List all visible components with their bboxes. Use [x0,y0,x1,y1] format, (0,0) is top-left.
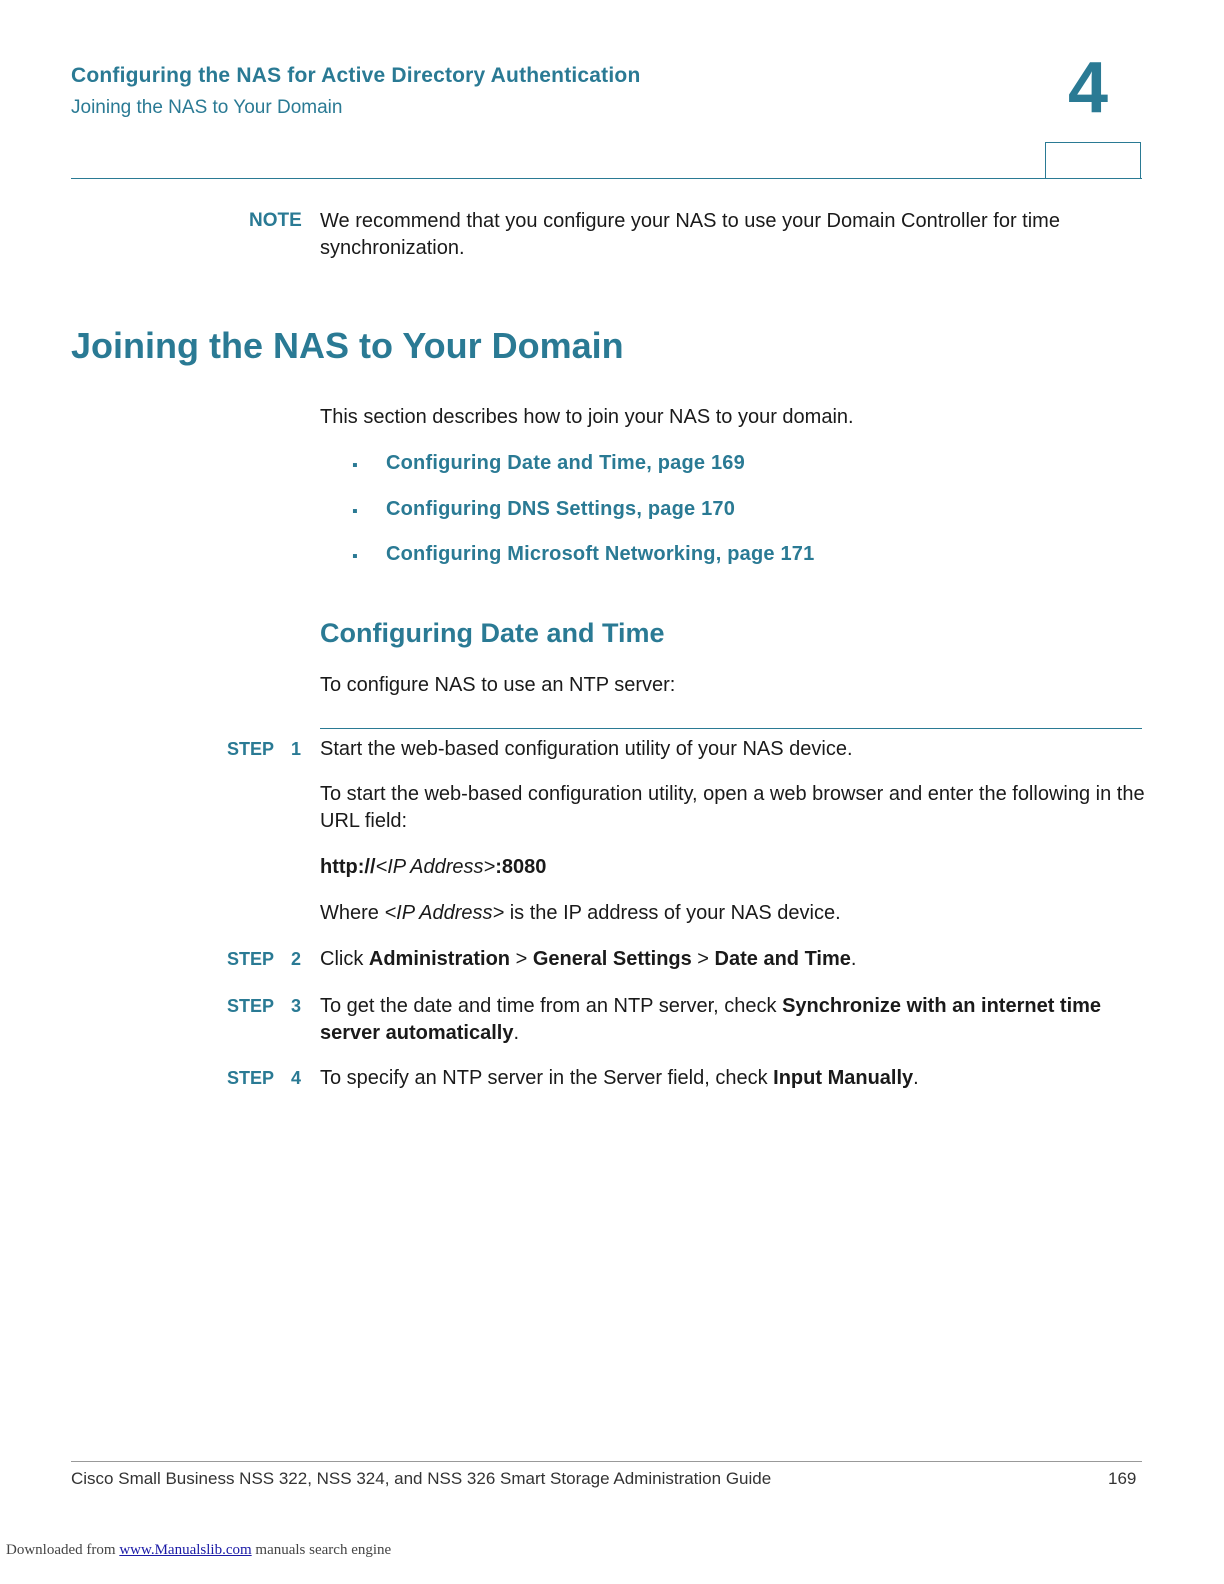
note-text: We recommend that you configure your NAS to use your Domain Controller for time synchronization. [320,210,1060,259]
link-date-time[interactable]: Configuring Date and Time, page 169 [386,452,745,474]
step-1-url [320,854,1150,881]
menu-path-general-settings: General Settings [532,948,692,970]
step-1-where [320,900,1150,927]
step-label [227,1068,307,1089]
url-prefix: http:// [320,856,376,878]
step-1-detail: To start the web-based configuration utility, open a web browser and enter the following in the URL field: [320,783,1145,832]
bullet-icon: ▪ [352,548,358,565]
period: . [513,1022,519,1044]
chapter-number: 4 [1068,48,1109,128]
manualslib-link[interactable]: www.Manualslib.com [119,1542,252,1558]
step-1-text: Start the web-based configuration utility of your NAS device. [320,738,853,760]
step-word: STEP [227,996,275,1016]
step-number: 2 [291,949,302,969]
chapter-number-box [1045,142,1141,178]
step-word: STEP [227,949,275,969]
footer-title: Cisco Small Business NSS 322, NSS 324, and NSS 326 Smart Storage Administration Guide [71,1469,772,1488]
download-notice [6,1542,391,1559]
step-number: 1 [291,739,302,759]
subsection-lead: To configure NAS to use an NTP server: [320,674,676,696]
step-4-text [320,1065,1150,1092]
path-separator: > [691,948,715,970]
step-3-text [320,993,1150,1047]
link-microsoft-networking[interactable]: Configuring Microsoft Networking, page 171 [386,543,815,565]
sync-option-name: Synchronize with an internet time server automatically [320,995,1102,1044]
where-prefix: Where [320,902,385,924]
steps-divider [320,728,1142,729]
step-4-instruction: To specify an NTP server in the Server field, check [320,1067,774,1089]
where-suffix: is the IP address of your NAS device. [504,902,841,924]
list-item [352,543,814,589]
page-number: 169 [1108,1469,1137,1488]
click-text: Click [320,948,369,970]
step-word: STEP [227,1068,275,1088]
step-number: 4 [291,1068,302,1088]
step-label [227,739,307,760]
header-divider [71,178,1142,179]
download-suffix: manuals search engine [251,1542,392,1558]
where-placeholder: <IP Address> [384,902,505,924]
input-manually-option: Input Manually [773,1067,914,1089]
period: . [850,948,857,970]
list-item [352,452,814,498]
step-2-text [320,946,1150,973]
menu-path-date-time: Date and Time [714,948,851,970]
list-item [352,498,814,544]
chapter-title: Configuring the NAS for Active Directory Authentication [71,64,641,87]
url-placeholder: <IP Address> [375,856,496,878]
subsection-heading: Configuring Date and Time [320,618,665,648]
download-prefix: Downloaded from [6,1542,120,1558]
footer-divider [71,1461,1142,1462]
menu-path-administration: Administration [368,948,511,970]
running-section-title: Joining the NAS to Your Domain [71,97,343,118]
url-suffix: :8080 [495,856,547,878]
step-number: 3 [291,996,302,1016]
bullet-icon: ▪ [352,457,358,474]
step-label [227,949,307,970]
bullet-icon: ▪ [352,502,358,520]
link-dns-settings[interactable]: Configuring DNS Settings, page 170 [386,497,736,520]
note-label: NOTE [249,210,302,231]
period: . [913,1067,919,1089]
step-3-instruction: To get the date and time from an NTP server, check [320,995,783,1017]
step-word: STEP [227,739,275,759]
section-heading: Joining the NAS to Your Domain [71,325,624,366]
step-label [227,996,307,1017]
path-separator: > [510,948,533,970]
topic-link-list [352,452,814,589]
section-intro: This section describes how to join your NAS to your domain. [320,406,854,428]
